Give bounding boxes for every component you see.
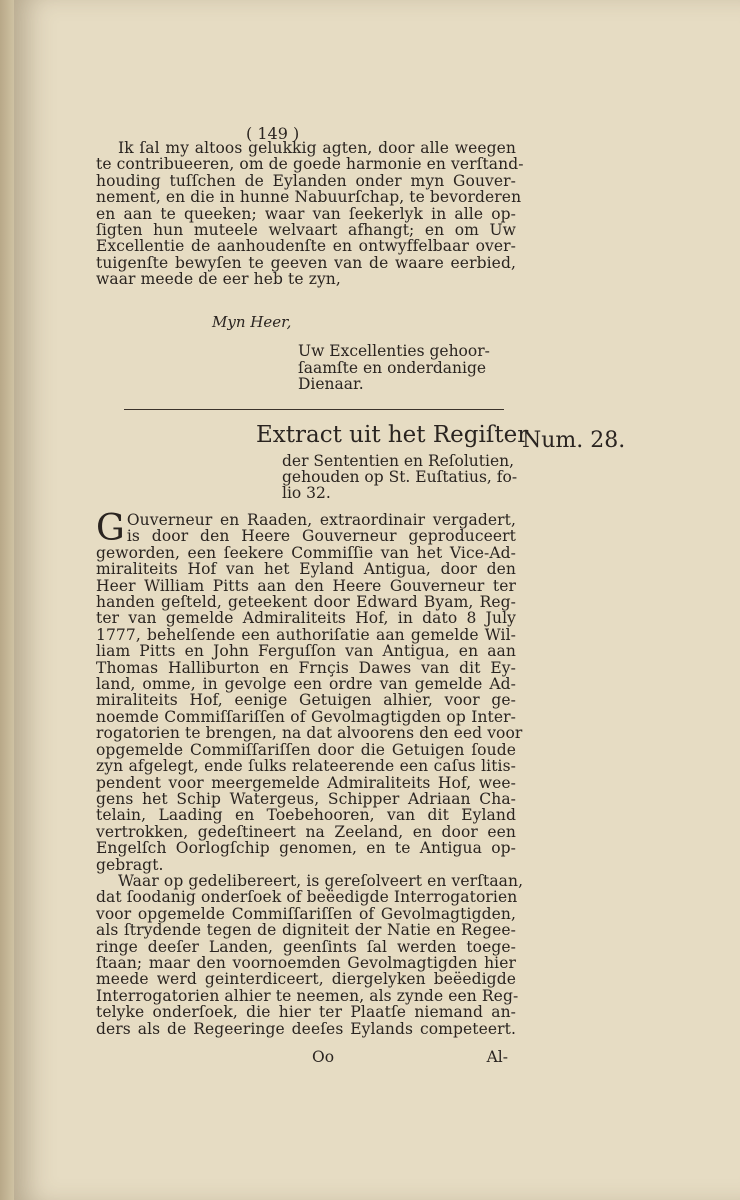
page-number: ( 149 ) (246, 124, 300, 143)
section-heading: Extract uit het Regiſter (256, 422, 529, 448)
text-line: liam Pitts en John Ferguſſon van Antigua, en aan (96, 642, 516, 661)
signature-mark: Oo (312, 1048, 335, 1066)
text-line: gens het Schip Watergeus, Schipper Adriaan Cha- (96, 789, 516, 808)
salutation: Myn Heer, (212, 313, 292, 331)
text-line: Excellentie de aanhoudenſte en ontwyffelbaar over- (96, 237, 516, 256)
text-line: dat ſoodanig onderſoek of beëedigde Interrogatorien (96, 888, 518, 907)
text-line: ders als de Regeeringe deeſes Eylands competeert. (96, 1019, 516, 1038)
text-line: Interrogatorien alhier te neemen, als zynde een Reg- (96, 986, 519, 1005)
document-number: Num. 28. (522, 428, 626, 453)
catchword: Al- (486, 1048, 508, 1066)
text-line: is door den Heere Gouverneur geproduceert (126, 527, 516, 546)
text-line: telain, Laading en Toebehooren, van dit Eyland (96, 806, 516, 825)
text-line: Heer William Pitts aan den Heere Gouverneur ter (96, 576, 516, 595)
text-line: Thomas Halliburton en Frnçis Dawes van dit Ey- (96, 658, 516, 677)
text-line: opgemelde Commiſſariſſen door die Getuigen ſoude (96, 740, 516, 759)
text-line: miraliteits Hof, eenige Getuigen alhier, voor ge- (96, 691, 516, 710)
section-divider (124, 409, 504, 410)
text-line: waar meede de eer heb te zyn, (96, 270, 341, 289)
text-line: noemde Commiſſariſſen of Gevolmagtigden op Inter- (96, 707, 516, 726)
text-line: miraliteits Hof van het Eyland Antigua, door den (96, 560, 516, 579)
text-line: als ſtrydende tegen de digniteit der Natie en Regee- (96, 921, 516, 940)
text-line: ſigten hun muteele welvaart afhangt; en om Uw (96, 221, 516, 240)
text-line: Ik ſal my altoos gelukkig agten, door alle weegen (118, 139, 516, 157)
text-line: rogatorien te brengen, na dat alvoorens den eed voor (96, 724, 523, 743)
text-line: en aan te queeken; waar van ſeekerlyk in alle op- (96, 204, 516, 223)
subheading-line: der Sententien en Reſolutien, (282, 452, 515, 470)
text-line: ſtaan; maar den voornoemden Gevolmagtigden hier (96, 953, 516, 972)
text-line: ringe deeſer Landen, geenſints ſal werden toege- (96, 937, 516, 956)
text-line: pendent voor meergemelde Admiraliteits Hof, wee- (96, 773, 516, 792)
closing-line: ſaamſte en onderdanige (298, 358, 487, 377)
text-line: houding tuſſchen de Eylanden onder myn Gouver- (96, 171, 516, 190)
text-line: voor opgemelde Commiſſariſſen of Gevolmagtigden, (96, 904, 516, 923)
subheading-line: gehouden op St. Euſtatius, fo- (282, 468, 518, 487)
subheading-line: lio 32. (282, 484, 331, 503)
text-line: meede werd geinterdiceert, diergelyken beëedigde (96, 970, 516, 989)
text-line: te contribueeren, om de goede harmonie en verſtand- (96, 155, 524, 174)
text-line: land, omme, in gevolge een ordre van gemelde Ad- (96, 675, 516, 694)
text-line: tuigenſte bewyſen te geeven van de waare eerbied, (96, 253, 516, 272)
resolution-text (96, 508, 524, 1038)
text-line: telyke onderſoek, die hier ter Plaatſe niemand an- (96, 1003, 516, 1022)
text-line: Engelſch Oorlogſchip genomen, en te Antigua op- (96, 839, 516, 858)
closing-signature (298, 343, 498, 393)
text-line: gebragt. (96, 855, 164, 874)
closing-line: Uw Excellenties gehoor- (298, 342, 490, 360)
text-line: zyn afgelegt, ende ſulks relateerende een caſus litis- (96, 757, 516, 776)
text-line: Ouverneur en Raaden, extraordinair vergadert, (126, 511, 516, 529)
drop-cap: G (96, 508, 125, 549)
text-line: handen geſteld, geteekent door Edward Byam, Reg- (96, 593, 516, 612)
section-subheading (282, 452, 518, 503)
text-line: Waar op gedelibereert, is gereſolveert en verſtaan, (118, 871, 524, 890)
text-line: vertrokken, gedeſtineert na Zeeland, en door een (96, 822, 516, 841)
text-line: geworden, een ſeekere Commiſſie van het Vice-Ad- (96, 543, 516, 562)
text-line: nement, en die in hunne Nabuurſchap, te bevorderen (96, 188, 522, 207)
binding-edge (0, 0, 14, 1200)
text-line: ter van gemelde Admiraliteits Hof, in dato 8 July (96, 609, 516, 628)
closing-line: Dienaar. (298, 375, 364, 393)
letter-text (96, 139, 524, 289)
text-line: 1777, behelſende een authoriſatie aan gemelde Wil- (96, 625, 516, 644)
